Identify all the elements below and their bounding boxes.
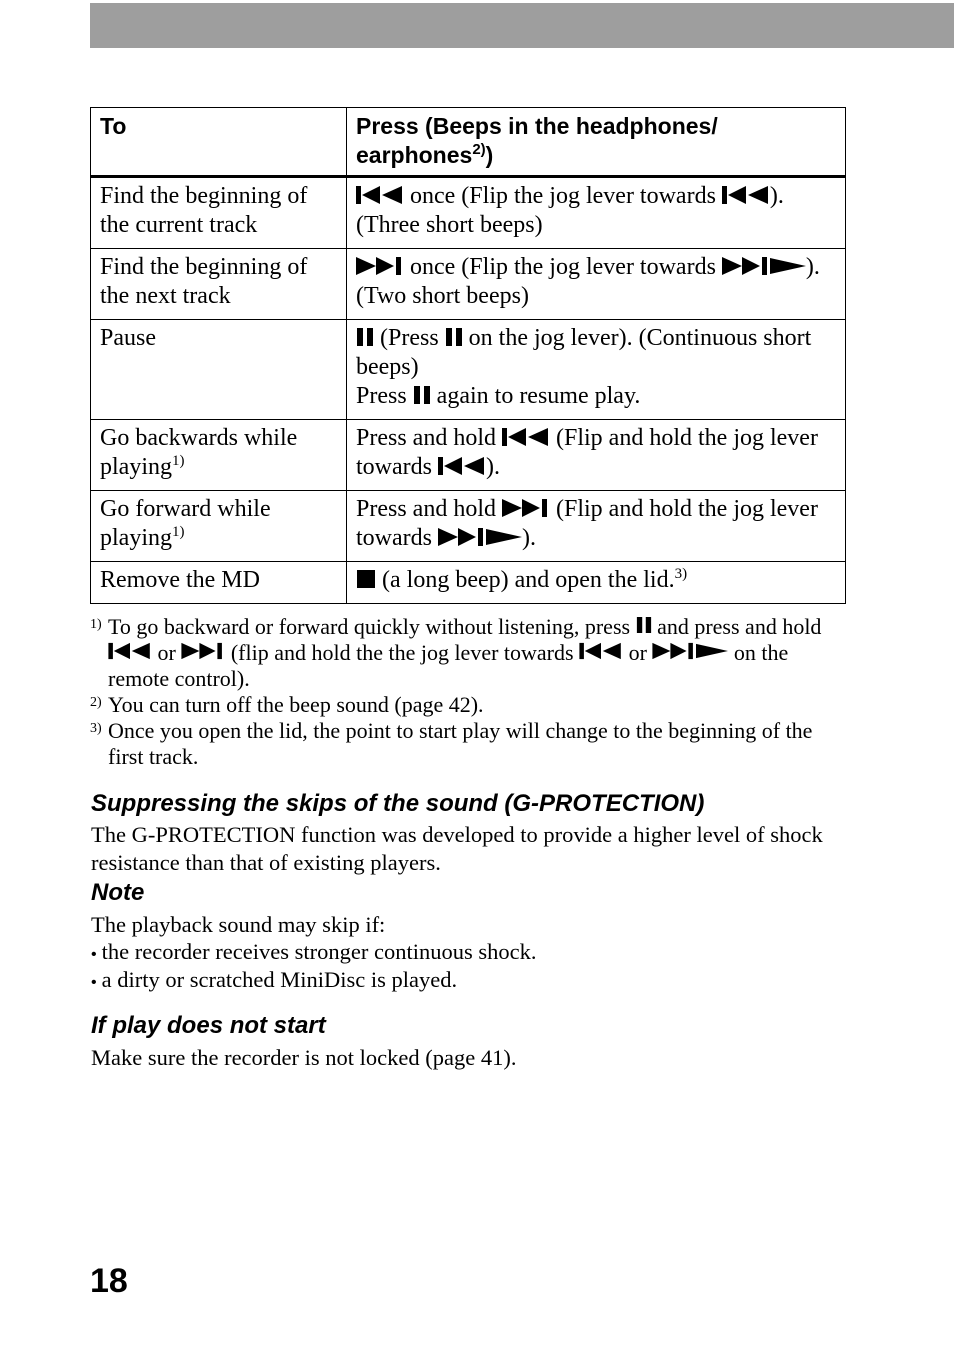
- previous-track-icon: [579, 642, 623, 662]
- press-cell: Press and hold (Flip and hold the jog lever towards ).: [347, 491, 846, 562]
- action-cell: Remove the MD: [91, 562, 347, 604]
- action-cell: Go backwards while playing$^{1)}$: [91, 420, 347, 491]
- operations-table: [90, 107, 846, 604]
- play-icon: [696, 642, 728, 662]
- note-heading: Note: [91, 879, 145, 906]
- page-number: 18: [90, 1262, 128, 1300]
- header-bar: [90, 3, 954, 48]
- table-row: [91, 562, 846, 604]
- table-row: [91, 420, 846, 491]
- footnotes: [90, 614, 850, 770]
- previous-track-icon: [108, 642, 152, 662]
- list-item: • a dirty or scratched MiniDisc is played.: [91, 967, 458, 992]
- table-header-row: [91, 108, 846, 177]
- action-cell: Find the beginning of the current track: [91, 177, 347, 249]
- next-track-icon: [652, 642, 696, 662]
- pause-icon: [445, 327, 463, 347]
- stop-icon: [356, 569, 376, 589]
- action-cell: Go forward while playing$^{1)}$: [91, 491, 347, 562]
- table-row: [91, 320, 846, 420]
- previous-track-icon: [438, 456, 486, 476]
- footnote-1: 1) To go backward or forward quickly without listening, press and press and hold or (flip and hold the the jog lever towards or on the remote control).: [90, 614, 822, 691]
- column-header-press: Press (Beeps in the headphones/ earphones$^{2)}$): [347, 108, 846, 177]
- section-heading-play-not-start: If play does not start: [91, 1012, 326, 1039]
- next-track-icon: [722, 256, 770, 276]
- play-icon: [770, 256, 806, 276]
- footnote-3: 3) Once you open the lid, the point to start play will change to the beginning of the first track.: [90, 718, 813, 769]
- g-protection-paragraph: The G-PROTECTION function was developed to provide a higher level of shock resistance than that of existing players.: [91, 822, 823, 875]
- press-cell: (Press on the jog lever). (Continuous short beeps) Press again to resume play.: [347, 320, 846, 420]
- action-cell: Find the beginning of the next track: [91, 249, 347, 320]
- action-cell: Pause: [91, 320, 347, 420]
- table-row: [91, 177, 846, 249]
- press-cell: once (Flip the jog lever towards ). (Two short beeps): [347, 249, 846, 320]
- next-track-icon: [438, 527, 486, 547]
- play-icon: [486, 527, 522, 547]
- table-row: [91, 249, 846, 320]
- column-header-to: To: [91, 108, 347, 177]
- next-track-icon: [181, 642, 225, 662]
- section-heading-g-protection: Suppressing the skips of the sound (G-PROTECTION): [91, 790, 705, 817]
- previous-track-icon: [356, 185, 404, 205]
- play-not-start-paragraph: Make sure the recorder is not locked (page 41).: [91, 1045, 517, 1070]
- previous-track-icon: [722, 185, 770, 205]
- press-cell: once (Flip the jog lever towards ). (Three short beeps): [347, 177, 846, 249]
- table-row: [91, 491, 846, 562]
- pause-icon: [413, 385, 431, 405]
- footnote-2: 2) You can turn off the beep sound (page 42).: [90, 692, 484, 717]
- list-item: • the recorder receives stronger continuous shock.: [91, 939, 537, 964]
- previous-track-icon: [502, 427, 550, 447]
- pause-icon: [636, 616, 652, 636]
- next-track-icon: [502, 498, 550, 518]
- pause-icon: [356, 327, 374, 347]
- note-intro: The playback sound may skip if:: [91, 912, 386, 937]
- next-track-icon: [356, 256, 404, 276]
- press-cell: (a long beep) and open the lid.$^{3)}$: [347, 562, 846, 604]
- press-cell: Press and hold (Flip and hold the jog lever towards ).: [347, 420, 846, 491]
